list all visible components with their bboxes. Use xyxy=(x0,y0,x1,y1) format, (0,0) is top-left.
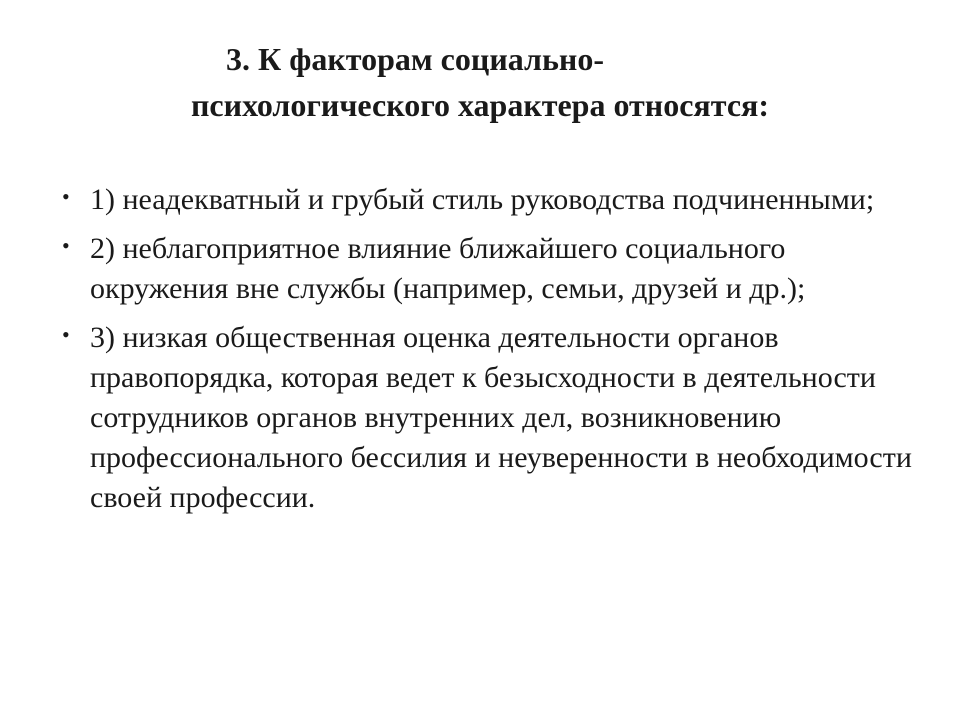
bullet-text-1: 1) неадекватный и грубый стиль руководства подчиненными; xyxy=(90,183,875,216)
bullet-item-2 xyxy=(62,229,922,309)
bullet-dot-icon: • xyxy=(62,184,70,209)
slide-title xyxy=(60,36,900,128)
bullet-item-3 xyxy=(62,318,922,518)
bullet-list xyxy=(62,180,922,527)
bullet-item-1 xyxy=(62,180,922,220)
bullet-text-3: 3) низкая общественная оценка деятельности органов правопорядка, которая ведет к безысходности в деятельности сотрудников органов внутренних дел, возникновению профессионального бессилия и неуверенности в необходимости своей профессии. xyxy=(90,321,912,514)
bullet-dot-icon: • xyxy=(62,233,70,258)
slide-title-line-2: психологического характера относятся: xyxy=(190,87,769,123)
slide-title-line-1: 3. К факторам социально- xyxy=(226,41,604,77)
bullet-text-2: 2) неблагоприятное влияние ближайшего социального окружения вне службы (например, семьи, друзей и др.); xyxy=(90,232,806,305)
bullet-dot-icon: • xyxy=(62,322,70,347)
